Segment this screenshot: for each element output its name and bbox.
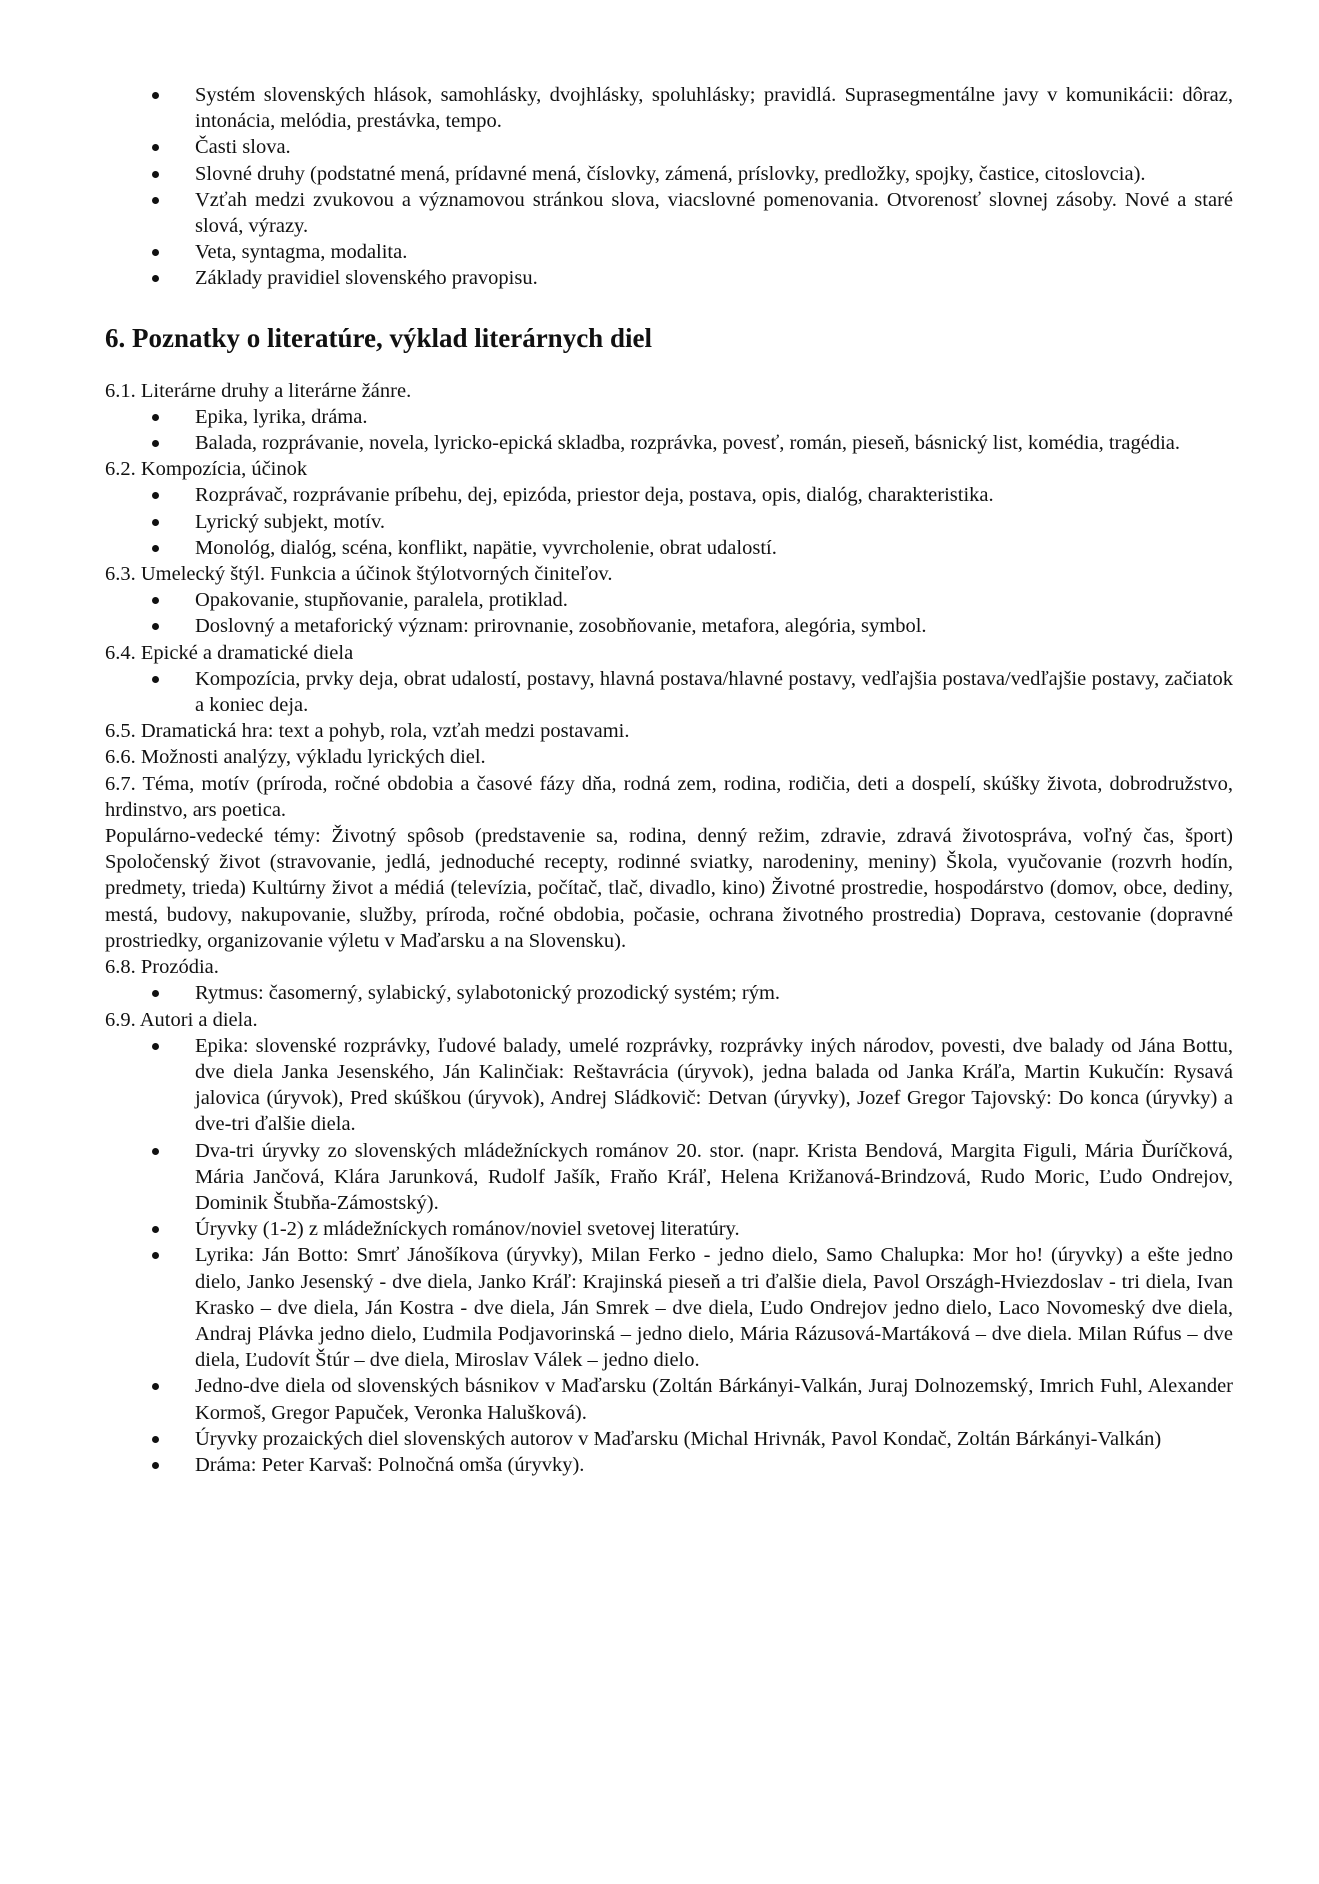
list-item: Základy pravidiel slovenského pravopisu.: [105, 265, 1233, 291]
subsection-heading: 6.4. Epické a dramatické diela: [105, 641, 354, 664]
subsection-list: [105, 587, 1233, 639]
bullet-icon: [152, 1252, 159, 1259]
subsection-heading: 6.7. Téma, motív (príroda, ročné obdobia a časové fázy dňa, rodná zem, rodina, rodičia, deti a dospelí, skúšky života, dobrodružstvo, hrdinstvo, ars poetica.: [105, 772, 1233, 821]
bullet-icon: [152, 92, 159, 99]
list-item: Vzťah medzi zvukovou a významovou stránkou slova, viacslovné pomenovania. Otvorenosť slovnej zásoby. Nové a staré slová, výrazy.: [105, 187, 1233, 239]
subsection-list: [105, 404, 1233, 456]
bullet-icon: [152, 545, 159, 552]
bullet-icon: [152, 1383, 159, 1390]
bullet-icon: [152, 144, 159, 151]
subsection-heading: Populárno-vedecké témy: Životný spôsob (predstavenie sa, rodina, denný režim, zdravie, zdravá životospráva, voľný čas, šport) Spoločenský život (stravovanie, jedlá, jednoduché recepty, rodinné sviatky, narodeniny, meniny) Škola, vyučovanie (rozvrh hodín, predmety, trieda) Kultúrny život a médiá (televízia, počítač, tlač, divadlo, kino) Životné prostredie, hospodárstvo (domov, obce, dediny, mestá, budovy, nakupovanie, služby, príroda, ročné obdobia, počasie, ochrana životného prostredia) Doprava, cestovanie (dopravné prostriedky, organizovanie výletu v Maďarsku a na Slovensku).: [105, 825, 1233, 952]
list-item: Dráma: Peter Karvaš: Polnočná omša (úryvky).: [105, 1452, 1233, 1478]
document-page: [105, 82, 1233, 1478]
bullet-icon: [152, 1462, 159, 1469]
subsection-heading: 6.3. Umelecký štýl. Funkcia a účinok štýlotvorných činiteľov.: [105, 563, 613, 586]
subsection-heading: 6.5. Dramatická hra: text a pohyb, rola, vzťah medzi postavami.: [105, 720, 630, 743]
list-item: Doslovný a metaforický význam: prirovnanie, zosobňovanie, metafora, alegória, symbol.: [105, 613, 1233, 639]
list-item: Časti slova.: [105, 134, 1233, 160]
subsection-heading: 6.8. Prozódia.: [105, 956, 219, 979]
bullet-icon: [152, 990, 159, 997]
bullet-icon: [152, 249, 159, 256]
list-item: Rozprávač, rozprávanie príbehu, dej, epizóda, priestor deja, postava, opis, dialóg, charakteristika.: [105, 482, 1233, 508]
list-item: Lyrický subjekt, motív.: [105, 509, 1233, 535]
subsection-list: [105, 666, 1233, 718]
intro-list: [105, 82, 1233, 292]
subsection-heading: 6.6. Možnosti analýzy, výkladu lyrických diel.: [105, 746, 486, 769]
list-item: Rytmus: časomerný, sylabický, sylabotonický prozodický systém; rým.: [105, 980, 1233, 1006]
subsection-list: [105, 482, 1233, 561]
bullet-icon: [152, 275, 159, 282]
subsection-heading: 6.9. Autori a diela.: [105, 1008, 258, 1031]
list-item: Lyrika: Ján Botto: Smrť Jánošíkova (úryvky), Milan Ferko - jedno dielo, Samo Chalupka: Mor ho! (úryvky) a ešte jedno dielo, Janko Jesenský - dve diela, Janko Kráľ: Krajinská pieseň a tri ďalšie diela, Pavol Országh-Hviezdoslav - tri diela, Ivan Krasko – dve diela, Ján Kostra - dve diela, Ján Smrek – dve diela, Ľudo Ondrejov jedno dielo, Laco Novomeský dve diela, Andraj Plávka jedno dielo, Ľudmila Podjavorinská – jedno dielo, Mária Rázusová-Martáková – dve diela. Milan Rúfus – dve diela, Ľudovít Štúr – dve diela, Miroslav Válek – jedno dielo.: [105, 1242, 1233, 1373]
bullet-icon: [152, 1043, 159, 1050]
list-item: Opakovanie, stupňovanie, paralela, protiklad.: [105, 587, 1233, 613]
bullet-icon: [152, 492, 159, 499]
subsection-list: [105, 980, 1233, 1006]
list-item: Veta, syntagma, modalita.: [105, 239, 1233, 265]
section-title: 6. Poznatky o literatúre, výklad literárnych diel: [105, 322, 652, 353]
bullet-icon: [152, 623, 159, 630]
bullet-icon: [152, 597, 159, 604]
list-item: Epika: slovenské rozprávky, ľudové balady, umelé rozprávky, rozprávky iných národov, povesti, dve balady od Jána Bottu, dve diela Janka Jesenského, Ján Kalinčiak: Reštavrácia (úryvok), jedna balada od Janka Kráľa, Martin Kukučín: Rysavá jalovica (úryvok), Pred skúškou (úryvok), Andrej Sládkovič: Detvan (úryvky), Jozef Gregor Tajovský: Do konca (úryvky) a dve-tri ďalšie diela.: [105, 1033, 1233, 1138]
subsection-heading: 6.2. Kompozícia, účinok: [105, 458, 308, 481]
subsection-list: [105, 1033, 1233, 1478]
bullet-icon: [152, 1148, 159, 1155]
bullet-icon: [152, 1436, 159, 1443]
list-item: Dva-tri úryvky zo slovenských mládežníckych románov 20. stor. (napr. Krista Bendová, Margita Figuli, Mária Ďuríčková, Mária Jančová, Klára Jarunková, Rudolf Jašík, Fraňo Kráľ, Helena Križanová-Brindzová, Rudo Moric, Ľudo Ondrejov, Dominik Štubňa-Zámostský).: [105, 1138, 1233, 1217]
list-item: Balada, rozprávanie, novela, lyricko-epická skladba, rozprávka, povesť, román, pieseň, básnický list, komédia, tragédia.: [105, 430, 1233, 456]
bullet-icon: [152, 440, 159, 447]
bullet-icon: [152, 519, 159, 526]
list-item: Jedno-dve diela od slovenských básnikov v Maďarsku (Zoltán Bárkányi-Valkán, Juraj Dolnozemský, Imrich Fuhl, Alexander Kormoš, Gregor Papuček, Veronka Halušková).: [105, 1373, 1233, 1425]
list-item: Úryvky (1-2) z mládežníckych románov/noviel svetovej literatúry.: [105, 1216, 1233, 1242]
bullet-icon: [152, 171, 159, 178]
subsections: [105, 378, 1233, 1479]
list-item: Systém slovenských hlások, samohlásky, dvojhlásky, spoluhlásky; pravidlá. Suprasegmentálne javy v komunikácii: dôraz, intonácia, melódia, prestávka, tempo.: [105, 82, 1233, 134]
list-item: Úryvky prozaických diel slovenských autorov v Maďarsku (Michal Hrivnák, Pavol Kondač, Zoltán Bárkányi-Valkán): [105, 1426, 1233, 1452]
bullet-icon: [152, 414, 159, 421]
bullet-icon: [152, 1226, 159, 1233]
bullet-icon: [152, 197, 159, 204]
list-item: Kompozícia, prvky deja, obrat udalostí, postavy, hlavná postava/hlavné postavy, vedľajšia postava/vedľajšie postavy, začiatok a koniec deja.: [105, 666, 1233, 718]
list-item: Epika, lyrika, dráma.: [105, 404, 1233, 430]
subsection-heading: 6.1. Literárne druhy a literárne žánre.: [105, 379, 412, 402]
list-item: Slovné druhy (podstatné mená, prídavné mená, číslovky, zámená, príslovky, predložky, spojky, častice, citoslovcia).: [105, 161, 1233, 187]
list-item: Monológ, dialóg, scéna, konflikt, napätie, vyvrcholenie, obrat udalostí.: [105, 535, 1233, 561]
bullet-icon: [152, 676, 159, 683]
